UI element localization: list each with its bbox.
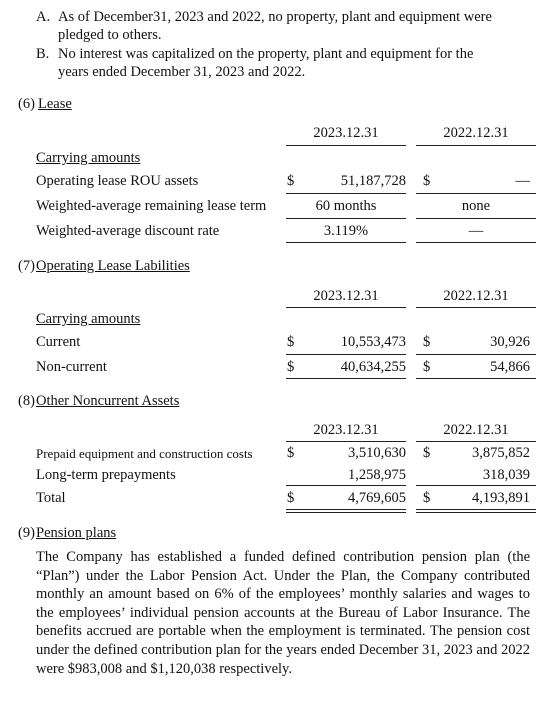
noncurrent-row-1-label: Prepaid equipment and construction costs — [36, 446, 253, 461]
note-b-line2: years ended December 31, 2023 and 2022. — [58, 64, 306, 80]
liab-row-2-rule1 — [286, 378, 406, 379]
lease-row-3-v2: — — [468, 223, 484, 239]
lease-row-2-label: Weighted-average remaining lease term — [36, 198, 267, 214]
liab-row-1-v1: 10,553,473 — [340, 334, 406, 350]
lease-row-3-v1: 3.119% — [323, 223, 369, 239]
noncurrent-row-3-cur2: $ — [423, 490, 431, 506]
liab-row-1-cur1: $ — [287, 334, 295, 350]
liab-col2-header: 2022.12.31 — [443, 288, 509, 304]
lease-row-3-rule1 — [286, 242, 406, 243]
noncurrent-row-3-v1: 4,769,605 — [348, 490, 406, 506]
liab-section-label: Carrying amounts — [36, 311, 141, 327]
noncurrent-row-1-cur2: $ — [423, 445, 431, 461]
lease-row-2-v1: 60 months — [315, 198, 377, 214]
liab-col1-header: 2023.12.31 — [313, 288, 379, 304]
lease-row-1-cur1: $ — [287, 173, 295, 189]
liab-row-1-label: Current — [36, 334, 81, 350]
lease-col2-header-rule — [416, 145, 536, 146]
lease-number: (6) — [18, 96, 35, 112]
liab-row-1-v2: 30,926 — [490, 334, 530, 350]
note-b-marker: B. — [36, 46, 50, 62]
noncurrent-total-rule1a — [286, 509, 406, 510]
noncurrent-row-3-label: Total — [36, 490, 66, 506]
lease-col1-header: 2023.12.31 — [313, 125, 379, 141]
liab-title: Operating Lease Labilities — [36, 258, 190, 274]
noncurrent-total-rule2a — [416, 509, 536, 510]
lease-row-3-rule2 — [416, 242, 536, 243]
liab-row-2-cur2: $ — [423, 359, 431, 375]
noncurrent-total-rule1b — [286, 512, 406, 513]
noncurrent-row-2-rule1 — [286, 485, 406, 486]
noncurrent-number: (8) — [18, 393, 35, 409]
lease-row-2-v2: none — [461, 198, 491, 214]
noncurrent-row-1-v1: 3,510,630 — [348, 445, 406, 461]
noncurrent-row-2-label: Long-term prepayments — [36, 467, 176, 483]
liab-row-1-cur2: $ — [423, 334, 431, 350]
lease-row-1-rule2 — [416, 193, 536, 194]
noncurrent-title: Other Noncurrent Assets — [36, 393, 180, 409]
noncurrent-col1-header: 2023.12.31 — [313, 422, 379, 438]
lease-row-1-rule1 — [286, 193, 406, 194]
lease-col1-header-rule — [286, 145, 406, 146]
note-b-line1: No interest was capitalized on the property, plant and equipment for the — [58, 46, 474, 62]
note-a-line2: pledged to others. — [58, 27, 162, 43]
noncurrent-row-2-rule2 — [416, 485, 536, 486]
noncurrent-row-1-v2: 3,875,852 — [472, 445, 530, 461]
liab-row-1-rule1 — [286, 354, 406, 355]
lease-row-2-rule2 — [416, 218, 536, 219]
liab-row-1-rule2 — [416, 354, 536, 355]
noncurrent-row-3-v2: 4,193,891 — [472, 490, 530, 506]
liab-row-2-label: Non-current — [36, 359, 107, 375]
noncurrent-col2-header: 2022.12.31 — [443, 422, 509, 438]
noncurrent-col2-header-rule — [416, 441, 536, 442]
lease-row-1-label: Operating lease ROU assets — [36, 173, 199, 189]
pension-title: Pension plans — [36, 525, 117, 541]
lease-row-1-cur2: $ — [423, 173, 431, 189]
pension-paragraph: The Company has established a funded defined contribution pension plan (the “Plan”) under the Labor Pension Act. Under the Plan, the Company contributed monthly an amount based on 6% of the employees’ monthly salaries and wages to the employees’ individual pension accounts at the Bureau of Labor Insurance. The benefits accrued are portable when the employment is terminated. The pension cost under the defined contribution plan for the years ended December 31, 2023 and 2022 were $983,008 and $1,120,038 respectively. — [36, 549, 530, 677]
noncurrent-row-1-cur1: $ — [287, 445, 295, 461]
noncurrent-row-2-v1: 1,258,975 — [348, 467, 406, 483]
lease-row-2-rule1 — [286, 218, 406, 219]
lease-section-label: Carrying amounts — [36, 150, 141, 166]
liab-number: (7) — [18, 258, 35, 274]
liab-row-2-v1: 40,634,255 — [340, 359, 406, 375]
pension-number: (9) — [18, 525, 35, 541]
noncurrent-total-rule2b — [416, 512, 536, 513]
lease-row-1-v1: 51,187,728 — [340, 173, 406, 189]
noncurrent-col1-header-rule — [286, 441, 406, 442]
liab-col2-header-rule — [416, 307, 536, 308]
liab-row-2-v2: 54,866 — [490, 359, 530, 375]
note-a-marker: A. — [36, 9, 51, 25]
liab-row-2-cur1: $ — [287, 359, 295, 375]
liab-row-2-rule2 — [416, 378, 536, 379]
lease-title: Lease — [38, 96, 72, 112]
liab-col1-header-rule — [286, 307, 406, 308]
noncurrent-row-3-cur1: $ — [287, 490, 295, 506]
lease-row-1-v2: — — [515, 173, 530, 189]
noncurrent-row-2-v2: 318,039 — [482, 467, 530, 483]
note-a-line1: As of December31, 2023 and 2022, no property, plant and equipment were — [58, 9, 492, 25]
lease-col2-header: 2022.12.31 — [443, 125, 509, 141]
lease-row-3-label: Weighted-average discount rate — [36, 223, 220, 239]
